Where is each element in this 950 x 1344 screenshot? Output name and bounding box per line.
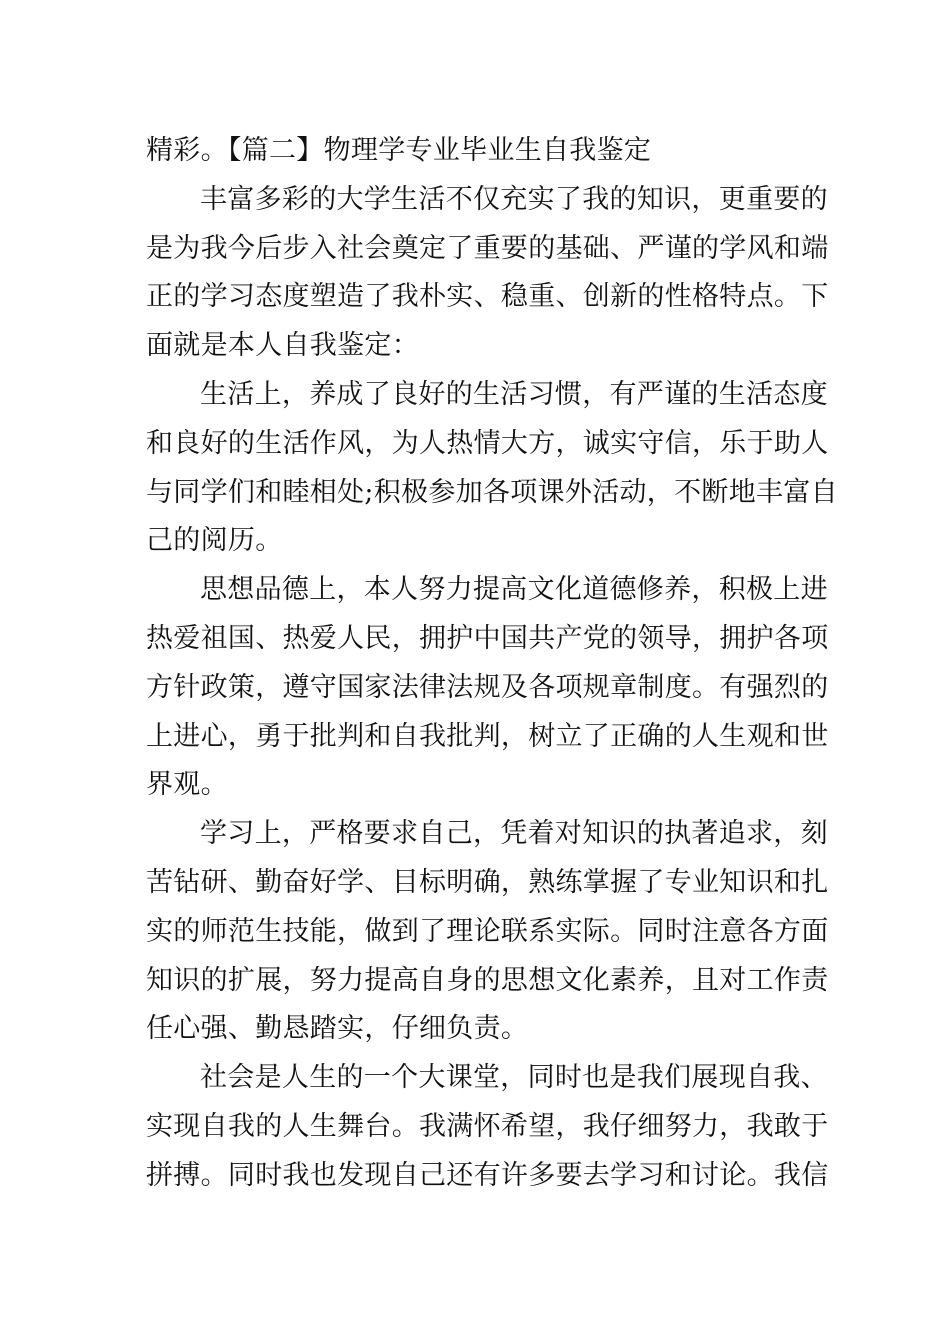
text-line: 上进心，勇于批判和自我批判，树立了正确的人生观和世 bbox=[146, 720, 829, 752]
text-line: 正的学习态度塑造了我朴实、稳重、创新的性格特点。下 bbox=[146, 281, 829, 313]
text-line-paragraph-start: 生活上，养成了良好的生活习惯，有严谨的生活态度 bbox=[200, 378, 828, 410]
text-line-section-heading: 精彩。【篇二】物理学专业毕业生自我鉴定 bbox=[146, 135, 652, 166]
text-line: 己的阅历。 bbox=[146, 525, 283, 557]
text-line: 与同学们和睦相处;积极参加各项课外活动，不断地丰富自 bbox=[146, 476, 838, 508]
text-line: 热爱祖国、热爱人民，拥护中国共产党的领导，拥护各项 bbox=[146, 622, 829, 654]
text-line: 和良好的生活作风，为人热情大方，诚实守信，乐于助人 bbox=[146, 427, 829, 459]
text-line-paragraph-start: 丰富多彩的大学生活不仅充实了我的知识，更重要的 bbox=[200, 183, 828, 215]
text-line: 界观。 bbox=[146, 769, 228, 801]
text-line-paragraph-start: 社会是人生的一个大课堂，同时也是我们展现自我、 bbox=[200, 1062, 828, 1094]
text-line: 苦钻研、勤奋好学、目标明确，熟练掌握了专业知识和扎 bbox=[146, 866, 829, 898]
text-line-paragraph-start: 思想品德上，本人努力提高文化道德修养，积极上进 bbox=[200, 574, 828, 606]
text-line: 方针政策，遵守国家法律法规及各项规章制度。有强烈的 bbox=[146, 671, 829, 703]
text-line: 任心强、勤恳踏实，仔细负责。 bbox=[146, 1013, 529, 1045]
text-line: 拼搏。同时我也发现自己还有许多要去学习和讨论。我信 bbox=[146, 1159, 829, 1191]
text-line: 是为我今后步入社会奠定了重要的基础、严谨的学风和端 bbox=[146, 232, 829, 264]
text-line: 面就是本人自我鉴定： bbox=[146, 330, 419, 362]
text-line-paragraph-start: 学习上，严格要求自己，凭着对知识的执著追求，刻 bbox=[200, 818, 828, 850]
text-line: 知识的扩展，努力提高自身的思想文化素养，且对工作责 bbox=[146, 964, 829, 996]
document-body bbox=[146, 127, 838, 1201]
text-line: 实现自我的人生舞台。我满怀希望，我仔细努力，我敢于 bbox=[146, 1110, 829, 1142]
text-line: 实的师范生技能，做到了理论联系实际。同时注意各方面 bbox=[146, 915, 829, 947]
